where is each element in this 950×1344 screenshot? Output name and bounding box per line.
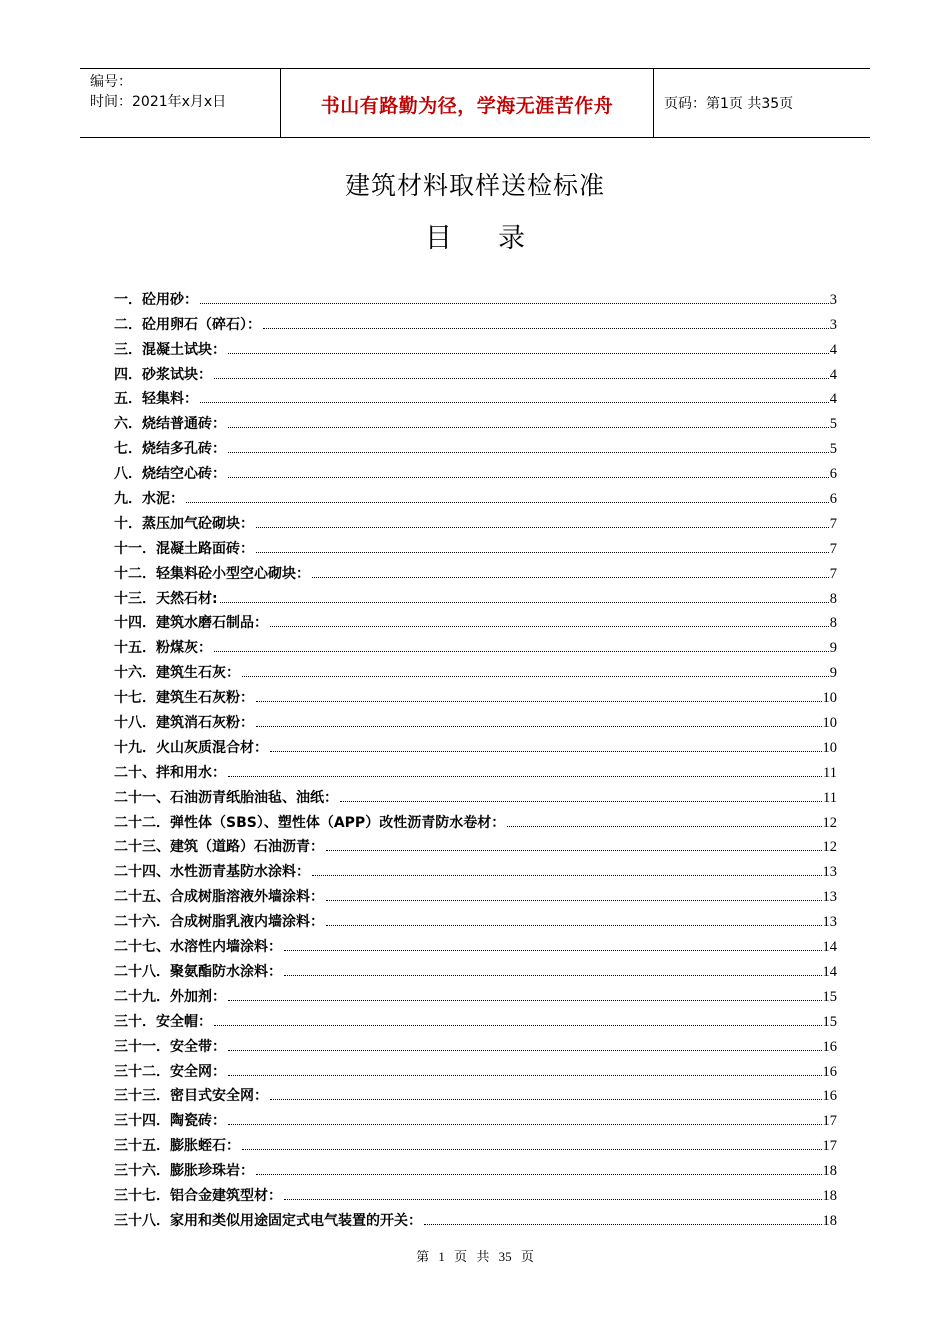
toc-entry-label: 二十三、建筑（道路）石油沥青： xyxy=(114,839,324,856)
toc-entry-label: 三十六．膨胀珍珠岩： xyxy=(114,1163,254,1180)
toc-entry-label: 二十二．弹性体（SBS）、塑性体（APP）改性沥青防水卷材： xyxy=(114,814,506,831)
toc-entry-page: 15 xyxy=(822,988,837,1005)
toc-entry-label: 二十六．合成树脂乳液内墙涂料： xyxy=(114,914,324,931)
toc-entry-page: 9 xyxy=(829,640,837,657)
toc-leader-dots xyxy=(214,651,829,652)
toc-entry[interactable] xyxy=(114,1031,837,1056)
toc-leader-dots xyxy=(200,303,829,304)
toc-entry[interactable] xyxy=(114,782,837,807)
toc-entry-label: 三十八．家用和类似用途固定式电气装置的开关： xyxy=(114,1212,422,1229)
toc-entry-page: 18 xyxy=(822,1212,837,1229)
toc-entry-label: 十二．轻集料砼小型空心砌块： xyxy=(114,565,310,582)
toc-leader-dots xyxy=(284,1199,822,1200)
toc-entry-page: 13 xyxy=(822,914,837,931)
toc-leader-dots xyxy=(242,676,829,677)
toc-entry[interactable] xyxy=(114,384,837,409)
toc-entry-label: 六．烧结普通砖： xyxy=(114,416,226,433)
toc-entry[interactable] xyxy=(114,284,837,309)
toc-entry-label: 三．混凝土试块： xyxy=(114,341,226,358)
toc-entry[interactable] xyxy=(114,558,837,583)
toc-entry-page: 11 xyxy=(823,764,837,781)
toc-entry[interactable] xyxy=(114,682,837,707)
table-of-contents xyxy=(114,284,837,1230)
toc-entry-page: 8 xyxy=(829,615,837,632)
toc-entry-page: 7 xyxy=(829,515,837,532)
toc-entry-page: 8 xyxy=(829,590,837,607)
toc-leader-dots xyxy=(256,701,822,702)
toc-leader-dots xyxy=(242,1149,822,1150)
toc-entry-label: 十一．混凝土路面砖： xyxy=(114,540,254,557)
toc-leader-dots xyxy=(214,1025,822,1026)
toc-entry-page: 17 xyxy=(822,1113,837,1130)
toc-entry[interactable] xyxy=(114,1006,837,1031)
toc-entry-label: 三十二．安全网： xyxy=(114,1063,226,1080)
page-info-text: 页码：第1页 共35页 xyxy=(664,96,794,112)
toc-entry[interactable] xyxy=(114,981,837,1006)
toc-entry-label: 三十．安全帽： xyxy=(114,1013,212,1030)
toc-entry-page: 7 xyxy=(829,540,837,557)
header-meta xyxy=(80,69,281,137)
date-label: 时间：2021年x月x日 xyxy=(90,94,227,110)
header-motto-cell xyxy=(281,69,654,137)
toc-entry[interactable] xyxy=(114,1105,837,1130)
toc-heading-char-1: 目 xyxy=(425,223,452,254)
toc-entry[interactable] xyxy=(114,583,837,608)
toc-leader-dots xyxy=(326,925,822,926)
toc-entry-label: 二十四、水性沥青基防水涂料： xyxy=(114,864,310,881)
toc-entry-label: 二十、拌和用水： xyxy=(114,764,226,781)
toc-entry-page: 13 xyxy=(822,889,837,906)
toc-leader-dots xyxy=(312,875,822,876)
toc-entry-page: 18 xyxy=(822,1187,837,1204)
toc-entry-page: 5 xyxy=(829,441,837,458)
toc-entry-page: 10 xyxy=(822,739,837,756)
toc-entry[interactable] xyxy=(114,1155,837,1180)
toc-entry-label: 三十七．铝合金建筑型材： xyxy=(114,1187,282,1204)
toc-entry-page: 7 xyxy=(829,565,837,582)
toc-entry-page: 12 xyxy=(822,839,837,856)
toc-entry-label: 三十一．安全带： xyxy=(114,1038,226,1055)
toc-entry[interactable] xyxy=(114,807,837,832)
toc-entry-page: 10 xyxy=(822,715,837,732)
toc-leader-dots xyxy=(228,477,829,478)
page-footer: 第 1 页 共 35 页 xyxy=(416,1249,534,1264)
toc-entry[interactable] xyxy=(114,1180,837,1205)
toc-leader-dots xyxy=(340,801,822,802)
toc-entry[interactable] xyxy=(114,334,837,359)
toc-entry-page: 18 xyxy=(822,1163,837,1180)
toc-entry[interactable] xyxy=(114,608,837,633)
toc-heading-char-2: 录 xyxy=(498,223,525,254)
toc-leader-dots xyxy=(284,950,822,951)
toc-entry-page: 10 xyxy=(822,690,837,707)
toc-entry-page: 6 xyxy=(829,466,837,483)
toc-leader-dots xyxy=(256,1174,822,1175)
toc-entry-label: 三十四．陶瓷砖： xyxy=(114,1113,226,1130)
toc-leader-dots xyxy=(284,975,822,976)
toc-entry-label: 十四．建筑水磨石制品： xyxy=(114,615,268,632)
toc-entry-page: 16 xyxy=(822,1038,837,1055)
toc-entry[interactable] xyxy=(114,856,837,881)
toc-leader-dots xyxy=(228,452,829,453)
toc-entry[interactable] xyxy=(114,508,837,533)
toc-entry-label: 九．水泥： xyxy=(114,491,184,508)
toc-leader-dots xyxy=(256,527,829,528)
toc-leader-dots xyxy=(228,353,829,354)
toc-entry[interactable] xyxy=(114,433,837,458)
toc-entry[interactable] xyxy=(114,1205,837,1230)
toc-leader-dots xyxy=(270,1099,822,1100)
toc-leader-dots xyxy=(220,602,829,603)
toc-leader-dots xyxy=(256,726,822,727)
toc-entry[interactable] xyxy=(114,732,837,757)
toc-leader-dots xyxy=(270,751,822,752)
toc-leader-dots xyxy=(214,378,829,379)
toc-entry[interactable] xyxy=(114,906,837,931)
toc-entry-page: 16 xyxy=(822,1063,837,1080)
toc-entry-label: 十六．建筑生石灰： xyxy=(114,665,240,682)
toc-entry[interactable] xyxy=(114,632,837,657)
toc-leader-dots xyxy=(270,626,829,627)
toc-entry-page: 14 xyxy=(822,939,837,956)
toc-entry[interactable] xyxy=(114,707,837,732)
toc-entry-page: 12 xyxy=(822,814,837,831)
toc-entry-page: 15 xyxy=(822,1013,837,1030)
toc-entry-label: 二十八．聚氨酯防水涂料： xyxy=(114,963,282,980)
toc-leader-dots xyxy=(263,328,829,329)
toc-entry-page: 4 xyxy=(829,391,837,408)
toc-leader-dots xyxy=(228,1124,822,1125)
toc-entry-label: 四．砂浆试块： xyxy=(114,366,212,383)
toc-entry-label: 二十九．外加剂： xyxy=(114,988,226,1005)
toc-heading xyxy=(0,216,950,255)
toc-entry-page: 3 xyxy=(829,291,837,308)
toc-leader-dots xyxy=(326,850,822,851)
toc-entry-label: 十．蒸压加气砼砌块： xyxy=(114,515,254,532)
toc-entry-page: 4 xyxy=(829,366,837,383)
toc-entry-label: 十九．火山灰质混合材： xyxy=(114,739,268,756)
toc-entry[interactable] xyxy=(114,1130,837,1155)
toc-entry-page: 5 xyxy=(829,416,837,433)
motto-text: 书山有路勤为径，学海无涯苦作舟 xyxy=(320,94,614,117)
toc-entry[interactable] xyxy=(114,533,837,558)
toc-entry-label: 二十一、石油沥青纸胎油毡、油纸： xyxy=(114,789,338,806)
toc-entry[interactable] xyxy=(114,458,837,483)
toc-entry-page: 11 xyxy=(823,789,837,806)
toc-entry[interactable] xyxy=(114,881,837,906)
toc-leader-dots xyxy=(424,1224,822,1225)
toc-entry-page: 14 xyxy=(822,963,837,980)
toc-entry-page: 3 xyxy=(829,316,837,333)
toc-entry-page: 16 xyxy=(822,1088,837,1105)
header-page-info xyxy=(654,69,870,137)
toc-entry[interactable] xyxy=(114,657,837,682)
toc-entry[interactable] xyxy=(114,1056,837,1081)
toc-entry-label: 十七．建筑生石灰粉： xyxy=(114,690,254,707)
toc-entry[interactable] xyxy=(114,483,837,508)
toc-leader-dots xyxy=(186,502,829,503)
toc-entry[interactable] xyxy=(114,309,837,334)
toc-entry-page: 17 xyxy=(822,1138,837,1155)
toc-entry-label: 七．烧结多孔砖： xyxy=(114,441,226,458)
toc-entry[interactable] xyxy=(114,931,837,956)
toc-leader-dots xyxy=(326,900,822,901)
toc-entry[interactable] xyxy=(114,359,837,384)
toc-leader-dots xyxy=(228,427,829,428)
header-table xyxy=(80,68,870,138)
toc-entry-label: 二十五、合成树脂溶液外墙涂料： xyxy=(114,889,324,906)
toc-leader-dots xyxy=(228,1075,822,1076)
number-label: 编号： xyxy=(90,74,132,90)
toc-entry-label: 十八．建筑消石灰粉： xyxy=(114,715,254,732)
toc-entry-label: 八．烧结空心砖： xyxy=(114,466,226,483)
toc-entry[interactable] xyxy=(114,832,837,857)
toc-entry[interactable] xyxy=(114,1081,837,1106)
toc-leader-dots xyxy=(228,1000,822,1001)
toc-entry[interactable] xyxy=(114,956,837,981)
toc-entry[interactable] xyxy=(114,408,837,433)
toc-leader-dots xyxy=(312,577,829,578)
toc-leader-dots xyxy=(228,1050,822,1051)
toc-entry-page: 6 xyxy=(829,491,837,508)
toc-entry-page: 9 xyxy=(829,665,837,682)
toc-entry-label: 十三．天然石材: xyxy=(114,590,218,607)
toc-entry-label: 五．轻集料： xyxy=(114,391,198,408)
toc-entry-label: 三十五．膨胀蛭石： xyxy=(114,1138,240,1155)
toc-entry-label: 一．砼用砂： xyxy=(114,291,198,308)
toc-entry-label: 三十三．密目式安全网： xyxy=(114,1088,268,1105)
toc-entry[interactable] xyxy=(114,757,837,782)
toc-entry-page: 13 xyxy=(822,864,837,881)
toc-entry-label: 二．砼用卵石（碎石）： xyxy=(114,316,261,333)
toc-leader-dots xyxy=(256,552,829,553)
toc-leader-dots xyxy=(507,826,821,827)
toc-entry-page: 4 xyxy=(829,341,837,358)
toc-entry-label: 二十七、水溶性内墙涂料： xyxy=(114,939,282,956)
document-title: 建筑材料取样送检标准 xyxy=(344,171,605,200)
toc-entry-label: 十五．粉煤灰： xyxy=(114,640,212,657)
toc-leader-dots xyxy=(200,402,829,403)
toc-leader-dots xyxy=(228,776,822,777)
